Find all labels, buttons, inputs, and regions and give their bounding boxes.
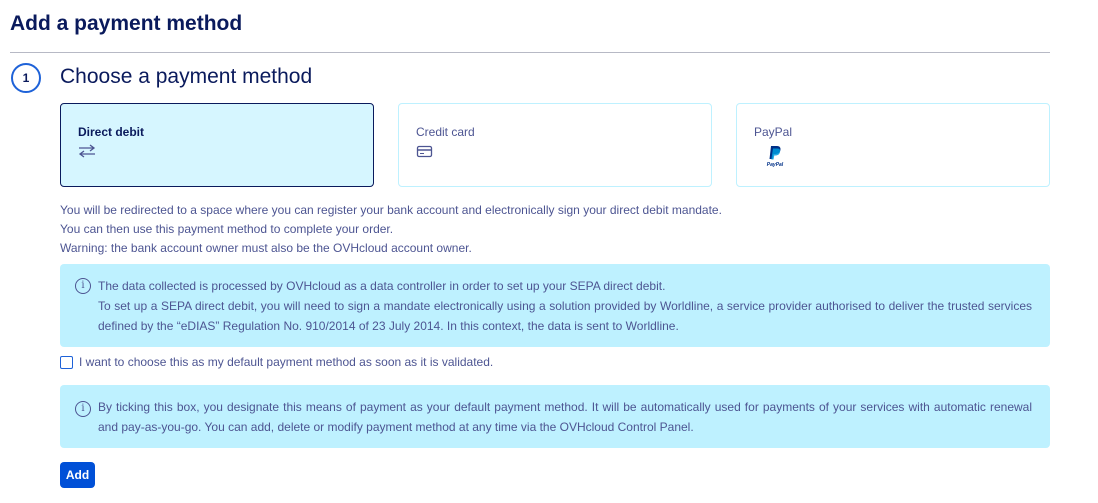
description-redirect: You will be redirected to a space where you can register your bank account and electronically sign your direct debit mandate. [60, 203, 722, 217]
sepa-info-line1: The data collected is processed by OVHcloud as a data controller in order to set up your SEPA direct debit. [98, 279, 666, 293]
default-method-checkbox-label[interactable]: I want to choose this as my default payment method as soon as it is validated. [79, 355, 494, 369]
transfer-arrows-icon [78, 144, 96, 163]
credit-card-icon [416, 144, 434, 163]
info-icon: i [75, 278, 91, 294]
step-number-badge: 1 [11, 63, 41, 93]
payment-method-label: Credit card [416, 125, 475, 139]
payment-method-direct-debit[interactable] [60, 103, 374, 187]
default-info-box [60, 385, 1050, 448]
payment-method-label: PayPal [754, 125, 793, 139]
step-title: Choose a payment method [60, 65, 313, 88]
default-method-checkbox-row[interactable] [60, 355, 493, 369]
default-method-checkbox[interactable] [60, 356, 73, 369]
page-title: Add a payment method [10, 12, 243, 35]
description-warning: Warning: the bank account owner must also be the OVHcloud account owner. [60, 241, 472, 255]
default-info-text: By ticking this box, you designate this means of payment as your default payment method. It will be automatically used for payments of your services with automatic renewal and pay-as-you-go. You can add, delete or modify payment method at any time via the OVHcloud Control Panel. [98, 400, 1032, 434]
payment-method-credit-card[interactable] [398, 103, 712, 187]
svg-text:PayPal: PayPal [766, 162, 784, 168]
payment-method-paypal[interactable] [736, 103, 1050, 187]
sepa-info-box [60, 264, 1050, 347]
description-complete-order: You can then use this payment method to complete your order. [60, 222, 394, 236]
info-icon: i [75, 401, 91, 417]
title-divider [10, 52, 1050, 53]
payment-method-label: Direct debit [78, 125, 145, 139]
sepa-info-line2: To set up a SEPA direct debit, you will need to sign a mandate electronically using a solution provided by Worldline, a service provider authorised to deliver the trusted services defined by the “eDIAS” Regulation No. 910/2014 of 23 July 2014. In this context, the data is sent to Worldline. [98, 299, 1032, 333]
add-button[interactable]: Add [60, 462, 95, 488]
paypal-logo-icon [763, 144, 787, 173]
